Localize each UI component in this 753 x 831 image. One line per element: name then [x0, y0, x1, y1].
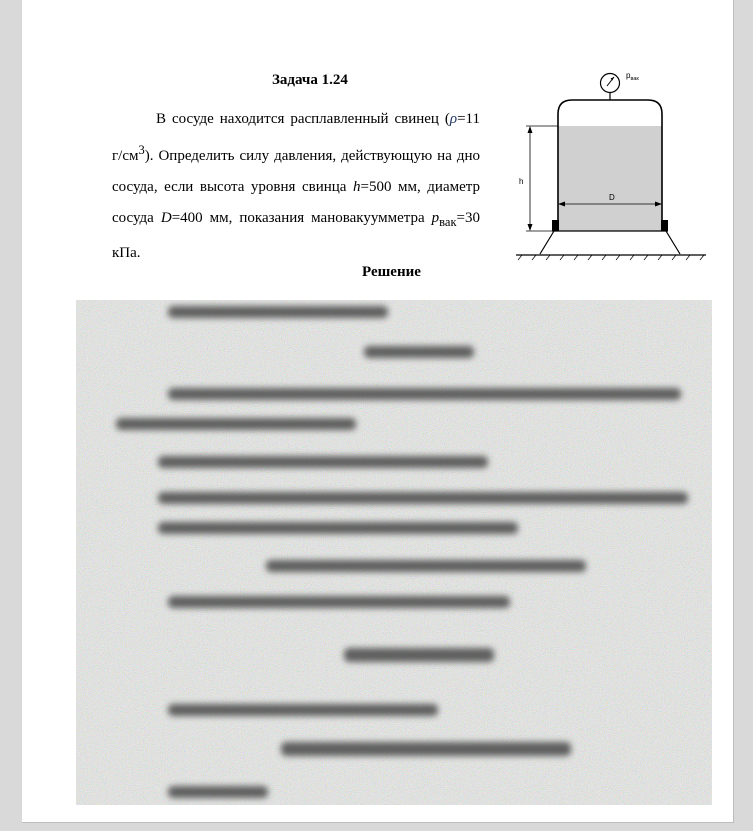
d-symbol: D [160, 210, 172, 226]
height-arrow-bottom [528, 224, 533, 231]
h-symbol: h [353, 179, 361, 195]
p-symbol: p [431, 210, 440, 226]
problem-text: В сосуде находится расплавленный свинец (ρ=11 $г/см^3$). Определить силу давления, действующую на дно сосуда, если высота уровня свинца h=500 мм, диаметр сосуда D=400 мм, показания мановакуумметра $p_{вак}=30$ кПа. [112, 111, 480, 261]
height-arrow-top [528, 126, 533, 133]
diameter-label: D [609, 193, 615, 202]
vessel-diagram [492, 64, 714, 264]
rho-symbol: ρ [449, 111, 458, 127]
pressure-gauge [601, 74, 620, 93]
molten-lead [558, 126, 662, 231]
vessel-support [540, 231, 680, 254]
problem-title: Задача 1.24 [272, 72, 348, 88]
document-page [22, 0, 734, 823]
gauge-label: $p_{вак}$ [626, 71, 639, 82]
right-flange [661, 220, 668, 231]
ground-hatch [518, 255, 704, 260]
blurred-solution-content [76, 300, 712, 805]
solution-heading: Решение [362, 264, 421, 280]
blur-noise-overlay [76, 300, 712, 805]
left-flange [552, 220, 559, 231]
height-label: h [519, 177, 524, 186]
